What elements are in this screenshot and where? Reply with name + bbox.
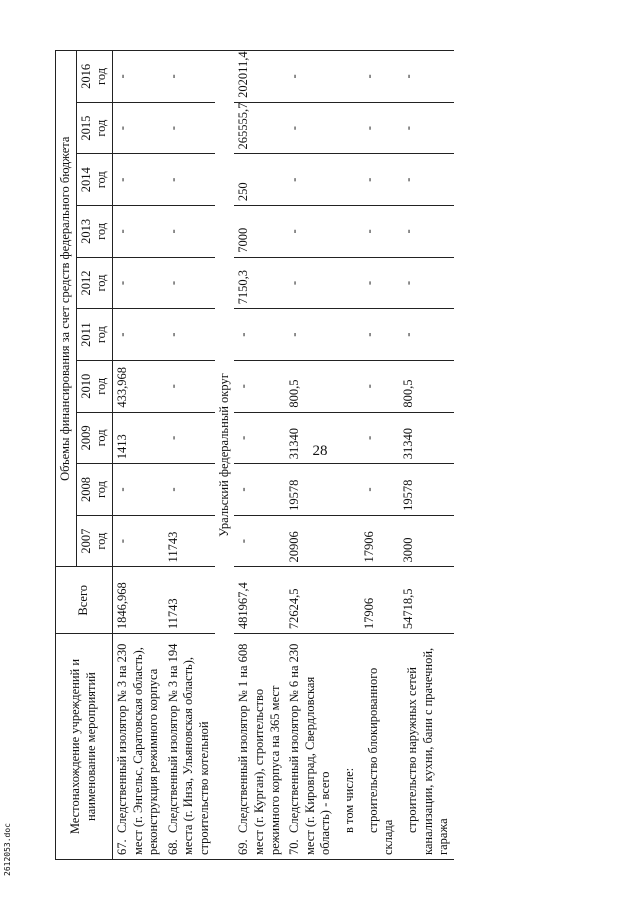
row-name: строительство блокированного склада	[365, 667, 396, 855]
year-value: -	[112, 154, 163, 206]
year-value	[336, 257, 360, 309]
row-name: Следственный изолятор № 3 на 194 места (г. Инза, Ульяновская область), строительство котельной	[165, 643, 211, 855]
row-name: в том числе:	[342, 767, 356, 833]
year-value: -	[360, 360, 399, 412]
year-value: -	[164, 206, 215, 258]
year-value: -	[112, 257, 163, 309]
year-value	[336, 515, 360, 567]
year-value: -	[164, 309, 215, 361]
header-year: 2009 год	[76, 412, 112, 464]
year-value: 7150,3	[234, 257, 285, 309]
header-year: 2014 год	[76, 154, 112, 206]
year-value: 20906	[285, 515, 336, 567]
year-value: -	[285, 309, 336, 361]
page-number: 28	[312, 443, 328, 459]
row-number: 67.	[114, 839, 129, 855]
financing-table	[55, 50, 454, 860]
table-row	[285, 51, 336, 860]
row-name-cell	[234, 634, 285, 860]
row-total: 481967,4	[234, 567, 285, 634]
year-value	[336, 102, 360, 154]
year-value: -	[234, 412, 285, 464]
year-value: 1413	[112, 412, 163, 464]
table-row	[399, 51, 454, 860]
year-value	[336, 51, 360, 103]
header-year: 2011 год	[76, 309, 112, 361]
year-value: -	[360, 309, 399, 361]
row-total: 11743	[164, 567, 215, 634]
row-name-cell	[336, 634, 360, 860]
year-value: -	[360, 412, 399, 464]
row-name: Следственный изолятор № 6 на 230 мест (г. Кировград, Свердловская область) - всего	[287, 643, 333, 855]
header-year: 2012 год	[76, 257, 112, 309]
year-value: 202011,4	[234, 51, 285, 103]
year-value: 31340	[285, 412, 336, 464]
year-value: 19578	[285, 464, 336, 516]
header-year: 2015 год	[76, 102, 112, 154]
year-value: -	[112, 51, 163, 103]
year-value: -	[399, 257, 454, 309]
year-value: 17906	[360, 515, 399, 567]
year-value	[336, 464, 360, 516]
year-value: 250	[234, 154, 285, 206]
row-total: 72624,5	[285, 567, 336, 634]
year-value: -	[360, 257, 399, 309]
row-total: 54718,5	[399, 567, 454, 634]
year-value: -	[360, 51, 399, 103]
year-value	[336, 154, 360, 206]
table-row	[234, 51, 285, 860]
year-value: -	[164, 412, 215, 464]
header-year: 2007 год	[76, 515, 112, 567]
year-value: -	[285, 257, 336, 309]
year-value: -	[285, 102, 336, 154]
row-name-cell	[360, 634, 399, 860]
year-value: -	[234, 464, 285, 516]
year-value: -	[164, 51, 215, 103]
year-value: -	[112, 102, 163, 154]
year-value: -	[234, 515, 285, 567]
row-name: Следственный изолятор № 3 на 230 мест (г. Энгельс, Саратовская область), реконструкция режимного корпуса	[114, 643, 161, 855]
row-number: 70.	[287, 839, 302, 855]
year-value	[336, 309, 360, 361]
row-name-cell	[399, 634, 454, 860]
row-total	[336, 567, 360, 634]
year-value: -	[164, 257, 215, 309]
row-total: 1846,968	[112, 567, 163, 634]
header-total-column: Всего	[56, 567, 113, 634]
year-value: -	[234, 360, 285, 412]
table-row	[336, 51, 360, 860]
year-value: -	[399, 206, 454, 258]
year-value: -	[164, 154, 215, 206]
table-row	[112, 51, 163, 860]
row-name: строительство наружных сетей канализации, кухни, бани с прачечной, гаража	[404, 647, 451, 855]
year-value: -	[360, 154, 399, 206]
year-value: -	[112, 206, 163, 258]
year-value: 19578	[399, 464, 454, 516]
header-year: 2016 год	[76, 51, 112, 103]
table-row	[360, 51, 399, 860]
row-name: Следственный изолятор № 1 на 608 мест (г. Курган), строительство режимного корпуса на 365 мест	[236, 643, 282, 855]
year-value: 800,5	[399, 360, 454, 412]
header-year: 2010 год	[76, 360, 112, 412]
year-value: 11743	[164, 515, 215, 567]
year-value: -	[360, 102, 399, 154]
year-value: -	[399, 309, 454, 361]
year-value: 31340	[399, 412, 454, 464]
year-value: 7000	[234, 206, 285, 258]
year-value	[336, 206, 360, 258]
year-value: -	[164, 464, 215, 516]
year-value: -	[399, 154, 454, 206]
header-name-column: Местонахождение учреждений и наименование мероприятий	[56, 634, 113, 860]
year-value: -	[360, 464, 399, 516]
year-value	[336, 360, 360, 412]
footer-filename: 2612053.doc	[3, 823, 12, 876]
year-value: -	[285, 51, 336, 103]
header-year: 2008 год	[76, 464, 112, 516]
year-value: 800,5	[285, 360, 336, 412]
year-value: -	[399, 51, 454, 103]
year-value: 3000	[399, 515, 454, 567]
year-value: -	[112, 309, 163, 361]
year-value: -	[399, 102, 454, 154]
row-name-cell	[285, 634, 336, 860]
year-value: -	[112, 464, 163, 516]
row-number: 69.	[236, 839, 251, 855]
region-row	[215, 51, 235, 860]
year-value: 265555,7	[234, 102, 285, 154]
year-value: 433,968	[112, 360, 163, 412]
header-year: 2013 год	[76, 206, 112, 258]
table-row	[164, 51, 215, 860]
row-name-cell	[164, 634, 215, 860]
year-value: -	[112, 515, 163, 567]
year-value: -	[164, 360, 215, 412]
row-total: 17906	[360, 567, 399, 634]
year-value: -	[234, 309, 285, 361]
year-value	[336, 412, 360, 464]
year-value: -	[360, 206, 399, 258]
year-value: -	[285, 154, 336, 206]
year-value: -	[285, 206, 336, 258]
row-number: 68.	[165, 839, 180, 855]
row-name-cell	[112, 634, 163, 860]
header-financing-group: Объемы финансирования за счет средств федерального бюджета	[56, 51, 77, 567]
region-label: Уральский федеральный округ	[215, 51, 235, 860]
year-value: -	[164, 102, 215, 154]
